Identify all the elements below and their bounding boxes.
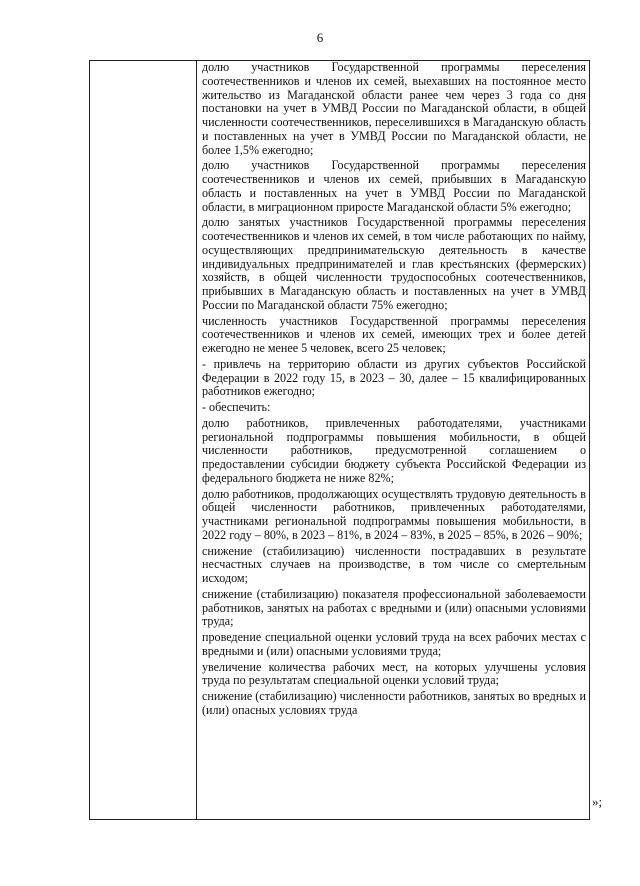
paragraph: долю занятых участников Государственной программы переселения соотечественников и членов их семей, в том числе работающих по найму, осуществляющих предпринимательскую деятельность в качестве индивидуальных предпринимателей и глав крестьянских (фермерских) хозяйств, в общей численности трудоспособных соотечественников, прибывших в Магаданскую область и поставленных на учет в УМВД России по Магаданской области 75% ежегодно; (202, 215, 586, 312)
paragraph: увеличение количества рабочих мест, на которых улучшены условия труда по результатам специальной оценки условий труда; (202, 659, 586, 688)
paragraph: долю участников Государственной программы переселения соотечественников и членов их семей, выехавших на постоянное место жительство из Магаданской области ранее чем через 3 года со дня постановки на учет в УМВД России по Магаданской области, в общей численности соотечественников, переселившихся в Магаданскую область и поставленных на учет в УМВД России по Магаданской области, не более 1,5% ежегодно; (202, 60, 586, 157)
paragraph: снижение (стабилизацию) численности работников, занятых во вредных и (или) опасных условиях труда (202, 689, 586, 717)
paragraph: снижение (стабилизацию) численности пострадавших в результате несчастных случаев на производстве, в том числе со смертельным исходом; (202, 543, 586, 585)
paragraph: долю работников, продолжающих осуществлять трудовую деятельность в общей численности работников, привлеченных работодателями, участниками региональной подпрограммы повышения мобильности, в 2022 году – 80%, в 2023 – 81%, в 2024 – 83%, в 2025 – 85%, в 2026 – 90%; (202, 486, 586, 542)
closing-quote: »; (592, 794, 603, 809)
paragraph: проведение специальной оценки условий труда на всех рабочих местах с вредными и (или) опасными условиями труда; (202, 630, 586, 658)
table-left-cell (90, 61, 197, 819)
table-right-cell (202, 61, 586, 819)
page-number: 6 (316, 30, 324, 45)
paragraph: - обеспечить: (202, 400, 271, 414)
paragraph: - привлечь на территорию области из других субъектов Российской Федерации в 2022 году 15, в 2023 – 30, далее – 15 квалифицированных работников ежегодно; (202, 356, 586, 399)
paragraph: долю работников, привлеченных работодателями, участниками региональной подпрограммы повышения мобильности, в общей численности работников, предусмотренной соглашением о предоставлении субсидии бюджету субъекта Российской Федерации из федерального бюджета не ниже 82%; (202, 415, 586, 485)
paragraph: долю участников Государственной программы переселения соотечественников и членов их семей, прибывших в Магаданскую область и поставленных на учет в УМВД России по Магаданской области, в миграционном приросте Магаданской области 5% ежегодно; (202, 158, 586, 214)
document-table (89, 60, 590, 820)
paragraph: численность участников Государственной программы переселения соотечественников и членов их семей, имеющих трех и более детей ежегодно не менее 5 человек, всего 25 человек; (202, 313, 586, 355)
paragraph: снижение (стабилизацию) показателя профессиональной заболеваемости работников, занятых на работах с вредными и (или) опасными условиями труда; (202, 586, 586, 629)
